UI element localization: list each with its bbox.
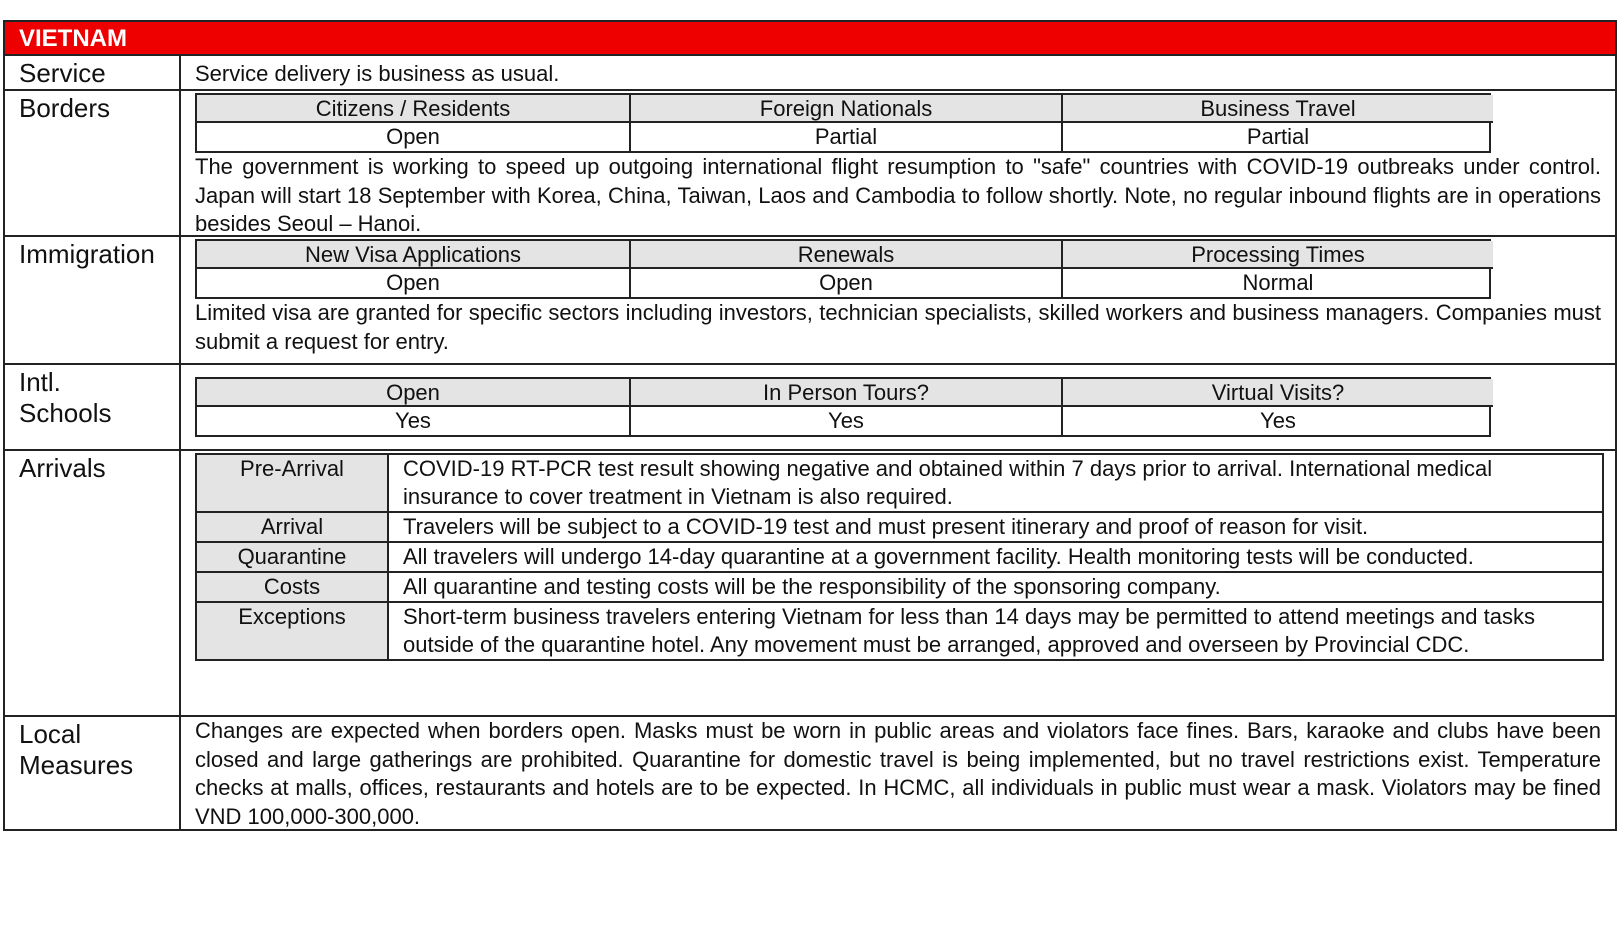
grid-header: Foreign Nationals <box>629 95 1061 123</box>
grid-header: Virtual Visits? <box>1061 379 1493 407</box>
arrivals-row-label: Pre-Arrival <box>197 455 389 511</box>
row-label-arrivals: Arrivals <box>5 451 181 715</box>
row-label-immigration: Immigration <box>5 237 181 363</box>
arrivals-row <box>197 543 1602 573</box>
row-label-borders: Borders <box>5 91 181 235</box>
arrivals-row-text: All travelers will undergo 14-day quarantine at a government facility. Health monitoring tests will be conducted. <box>403 544 1474 569</box>
arrivals-row-label: Quarantine <box>197 543 389 571</box>
grid-value: Partial <box>1061 123 1493 151</box>
immigration-status-grid <box>195 239 1491 299</box>
grid-value: Open <box>386 270 440 295</box>
arrivals-row-text: Short-term business travelers entering Vietnam for less than 14 days may be permitted to attend meetings and tasks outside of the quarantine hotel. Any movement must be arranged, approved and overseen by Provincial CDC. <box>403 604 1535 657</box>
arrivals-row-text: Travelers will be subject to a COVID-19 test and must present itinerary and proof of reason for visit. <box>403 514 1369 539</box>
grid-value: Yes <box>629 407 1061 435</box>
row-schools <box>5 365 1615 451</box>
immigration-text: Limited visa are granted for specific sectors including investors, technician specialists, skilled workers and business managers. Companies must submit a request for entry. <box>195 300 1601 354</box>
grid-value: Yes <box>1061 407 1493 435</box>
arrivals-row-label: Arrival <box>197 513 389 541</box>
arrivals-row-label: Costs <box>197 573 389 601</box>
grid-header: In Person Tours? <box>629 379 1061 407</box>
immigration-content <box>181 237 1615 363</box>
country-title: VIETNAM <box>5 22 1615 56</box>
arrivals-row-text: All quarantine and testing costs will be the responsibility of the sponsoring company. <box>403 574 1221 599</box>
country-table <box>3 20 1617 831</box>
grid-value: Open <box>629 269 1061 297</box>
row-local-measures <box>5 717 1615 829</box>
arrivals-row-text: COVID-19 RT-PCR test result showing negative and obtained within 7 days prior to arrival. International medical insurance to cover treatment in Vietnam is also required. <box>403 456 1493 509</box>
arrivals-row <box>197 603 1602 659</box>
arrivals-row <box>197 513 1602 543</box>
arrivals-row-label: Exceptions <box>197 603 389 659</box>
grid-header: Processing Times <box>1061 241 1493 269</box>
local-label-line2: Measures <box>19 750 134 780</box>
row-borders <box>5 91 1615 237</box>
grid-header: Renewals <box>629 241 1061 269</box>
local-label-line1: Local <box>19 719 82 749</box>
arrivals-row <box>197 573 1602 603</box>
grid-value: Open <box>386 124 440 149</box>
grid-value: Yes <box>395 408 431 433</box>
grid-value: Partial <box>629 123 1061 151</box>
local-measures-text: Changes are expected when borders open. Masks must be worn in public areas and violators face fines. Bars, karaoke and clubs have been closed and large gatherings are prohibited. Quarantine for domestic travel is being implemented, but no travel restrictions exist. Temperature checks at malls, offices, restaurants and hotels are to be expected. In HCMC, all individuals in public must wear a mask. Violators may be fined VND 100,000-300,000. <box>195 718 1601 829</box>
borders-status-grid <box>195 93 1491 153</box>
service-text: Service delivery is business as usual. <box>195 61 560 86</box>
grid-header: Business Travel <box>1061 95 1493 123</box>
arrivals-table <box>195 453 1604 661</box>
borders-text: The government is working to speed up outgoing international flight resumption to "safe" countries with COVID-19 outbreaks under control. Japan will start 18 September with Korea, China, Taiwan, Laos and Cambodia to follow shortly. Note, no regular inbound flights are in operations besides Seoul – Hanoi. <box>195 154 1601 236</box>
grid-header: New Visa Applications <box>197 241 629 269</box>
arrivals-content <box>181 451 1618 715</box>
schools-label-line2: Schools <box>19 398 112 428</box>
grid-header: Open <box>197 379 629 407</box>
row-label-schools <box>5 365 181 449</box>
row-label-local <box>5 717 181 829</box>
row-immigration <box>5 237 1615 365</box>
row-arrivals <box>5 451 1615 717</box>
row-label-service: Service <box>5 56 181 89</box>
row-service <box>5 56 1615 91</box>
grid-value: Normal <box>1061 269 1493 297</box>
borders-content <box>181 91 1615 235</box>
schools-label-line1: Intl. <box>19 367 61 397</box>
schools-content <box>181 365 1615 449</box>
arrivals-row <box>197 455 1602 513</box>
grid-header: Citizens / Residents <box>197 95 629 123</box>
schools-status-grid <box>195 377 1491 437</box>
